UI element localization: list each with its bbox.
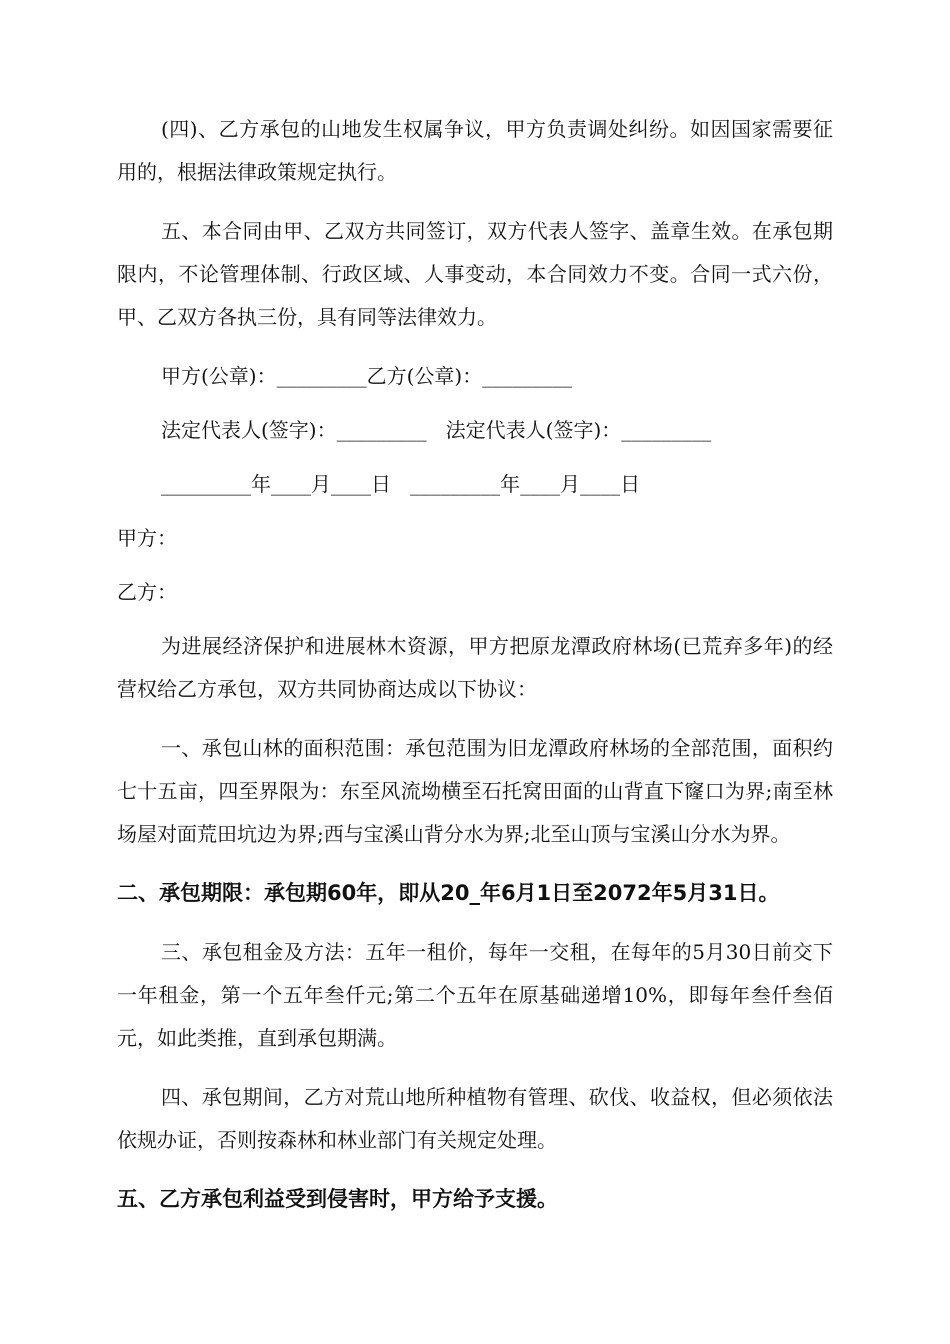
clause-5-support: 五、乙方承包利益受到侵害时，甲方给予支援。 — [117, 1187, 558, 1211]
clause-3-rent: 三、承包租金及方法：五年一租价，每年一交租，在每年的5月30日前交下一年租金，第一个五年叁仟元;第二个五年在原基础递增10%，即每年叁仟叁佰元，如此类推，直到承包期满。 — [117, 940, 833, 1050]
party-a-label: 甲方： — [117, 526, 177, 550]
representative-signature-line: 法定代表人(签字)：_________ 法定代表人(签字)：_________ — [161, 418, 712, 442]
preamble: 为进展经济保护和进展林木资源，甲方把原龙潭政府林场(已荒弃多年)的经营权给乙方承包，双方共同协商达成以下协议： — [117, 634, 833, 701]
clause-2-term: 二、承包期限：承包期60年，即从20_年6月1日至2072年5月31日。 — [117, 881, 780, 905]
clause-5-signing: 五、本合同由甲、乙双方共同签订，双方代表人签字、盖章生效。在承包期限内，不论管理体制、行政区域、人事变动，本合同效力不变。合同一式六份，甲、乙双方各执三份，具有同等法律效力。 — [117, 219, 833, 329]
date-line: _________年____月____日 _________年____月____日 — [161, 472, 641, 496]
seal-line: 甲方(公章)：_________乙方(公章)：_________ — [161, 364, 573, 388]
party-b-label: 乙方： — [117, 580, 177, 604]
clause-4-rights: 四、承包期间，乙方对荒山地所种植物有管理、砍伐、收益权，但必须依法依规办证，否则按森林和林业部门有关规定处理。 — [117, 1085, 833, 1152]
clause-4-dispute: (四)、乙方承包的山地发生权属争议，甲方负责调处纠纷。如因国家需要征用的，根据法律政策规定执行。 — [117, 117, 833, 184]
clause-1-area: 一、承包山林的面积范围：承包范围为旧龙潭政府林场的全部范围，面积约七十五亩，四至界限为：东至风流坳横至石托窝田面的山背直下窿口为界;南至林场屋对面荒田坑边为界;西与宝溪山背分水为界;北至山顶与宝溪山分水为界。 — [117, 736, 833, 846]
contract-body — [117, 108, 833, 1237]
